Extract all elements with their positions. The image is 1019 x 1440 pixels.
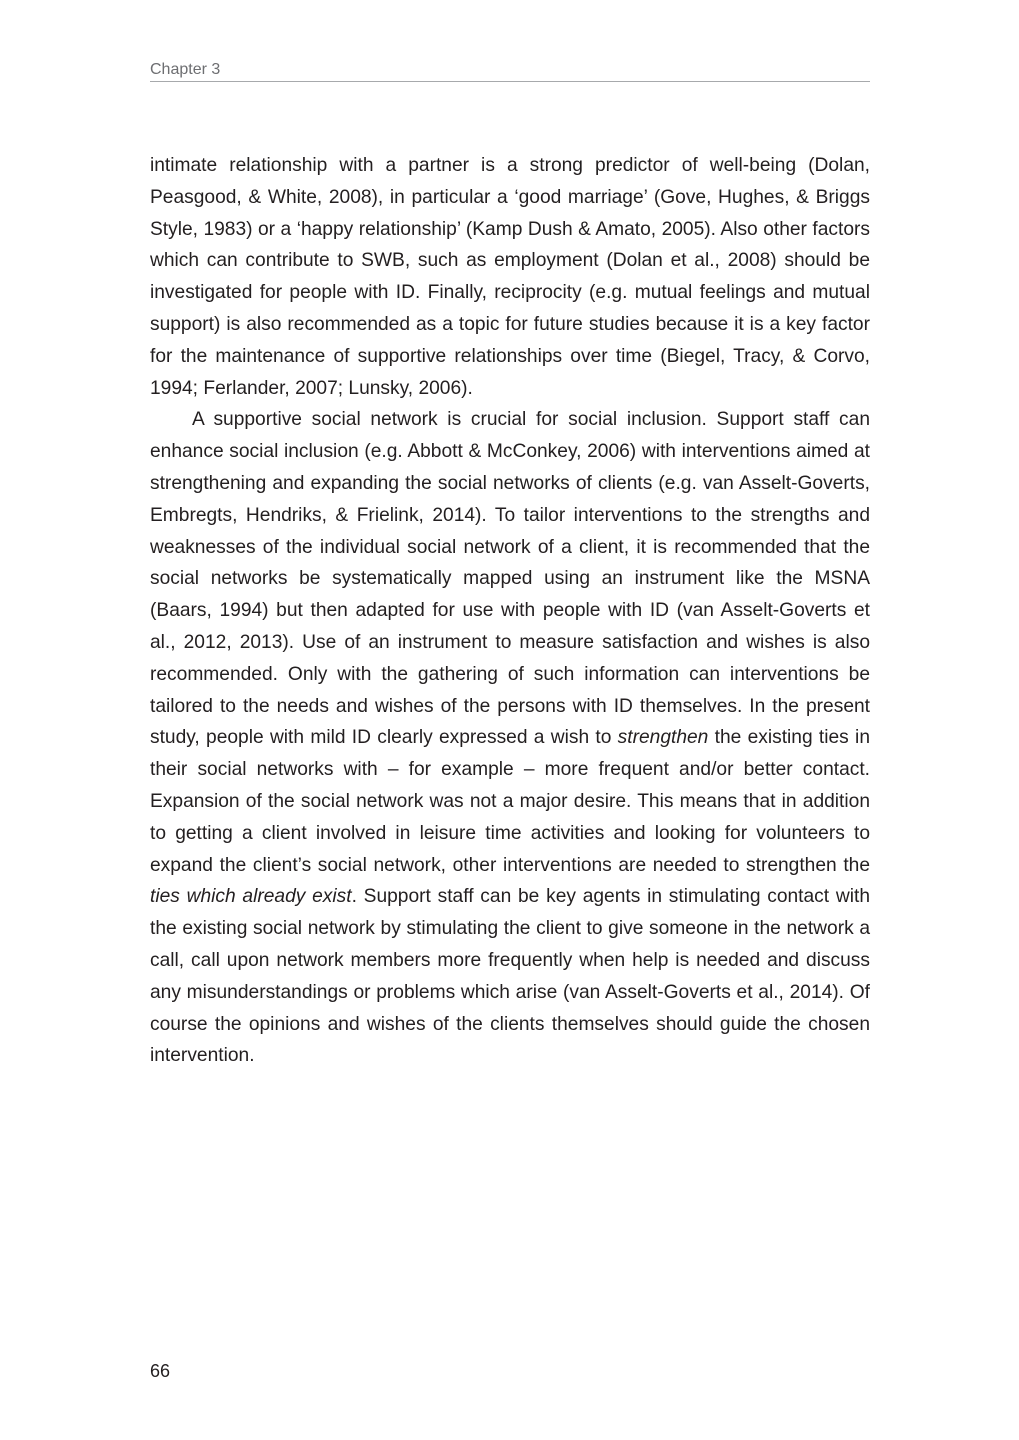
emphasis-ties: ties which already exist <box>150 886 352 908</box>
body-text <box>150 150 870 1072</box>
running-head: Chapter 3 <box>150 60 870 82</box>
page-number: 66 <box>150 1361 171 1381</box>
emphasis-strengthen: strengthen <box>617 727 709 749</box>
paragraph-2-segment-1: A supportive social network is crucial for social inclusion. Support staff can enhance social inclusion (e.g. Abbott & McConkey, 2006) with interventions aimed at strengthening and expanding the social networks of clients (e.g. van Asselt-Goverts, Embregts, Hendriks, & Frielink, 2014). To tailor interventions to the strengths and weaknesses of the individual social network of a client, it is recommended that the social networks be systematically mapped using an instrument like the MSNA (Baars, 1994) but then adapted for use with people with ID (van Asselt-Goverts et al., 2012, 2013). Use of an instrument to measure satisfaction and wishes is also recommended. Only with the gathering of such information can interventions be tailored to the needs and wishes of the persons with ID themselves. In the present study, people with mild ID clearly expressed a wish to <box>150 409 870 749</box>
paragraph-1: intimate relationship with a partner is a strong predictor of well-being (Dolan, Peasgood, & White, 2008), in particular a ‘good marriage’ (Gove, Hughes, & Briggs Style, 1983) or a ‘happy relationship’ (Kamp Dush & Amato, 2005). Also other factors which can contribute to SWB, such as employment (Dolan et al., 2008) should be investigated for people with ID. Finally, reciprocity (e.g. mutual feelings and mutual support) is also recommended as a topic for future studies because it is a key factor for the maintenance of supportive relationships over time (Biegel, Tracy, & Corvo, 1994; Ferlander, 2007; Lunsky, 2006). <box>150 155 870 399</box>
paragraph-2 <box>150 404 870 1072</box>
paragraph-2-segment-3: . Support staff can be key agents in stimulating contact with the existing social network by stimulating the client to give someone in the network a call, call upon network members more frequently when help is needed and discuss any misunderstandings or problems which arise (van Asselt-Goverts et al., 2014). Of course the opinions and wishes of the clients themselves should guide the chosen intervention. <box>150 886 870 1067</box>
paragraph-2-segment-2: the existing ties in their social networks with – for example – more frequent and/or better contact. Expansion of the social network was not a major desire. This means that in addition to getting a client involved in leisure time activities and looking for volunteers to expand the client’s social network, other interventions are needed to strengthen the <box>150 727 870 876</box>
